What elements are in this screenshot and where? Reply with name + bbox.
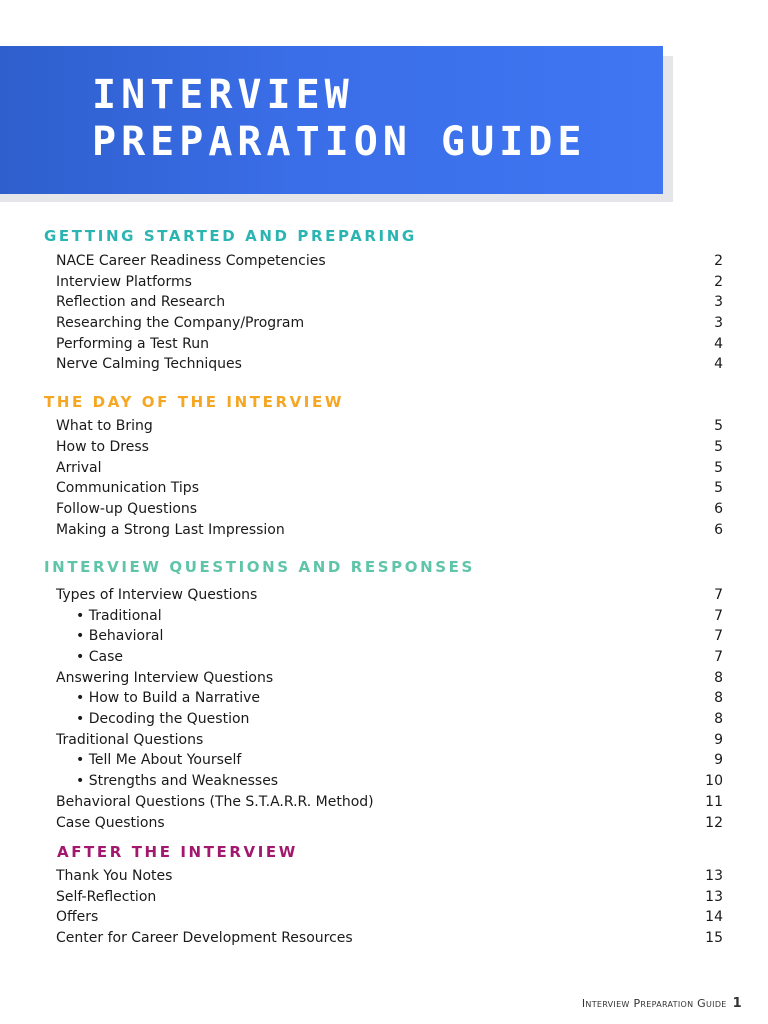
section-heading-getting-started: GETTING STARTED AND PREPARING [44,227,417,245]
toc-item[interactable] [56,292,723,312]
toc-item[interactable] [56,272,723,292]
toc-item-label: Performing a Test Run [56,336,209,352]
toc-subitem[interactable] [56,771,723,791]
toc-item-label: Making a Strong Last Impression [56,522,285,538]
title-line-2: PREPARATION GUIDE [92,119,587,165]
toc-item-page: 5 [714,460,723,476]
toc-item[interactable] [56,251,723,271]
toc-item[interactable] [56,792,723,812]
toc-item-label: Answering Interview Questions [56,670,274,686]
toc-item-page: 11 [705,794,723,810]
footer-label: Interview Preparation Guide [581,997,727,1010]
page-number: 1 [732,996,742,1011]
toc-item-page: 5 [714,418,723,434]
toc-item-label: Researching the Company/Program [56,315,305,331]
toc-item[interactable] [56,499,723,519]
toc-item[interactable] [56,585,723,605]
toc-subitem[interactable] [56,647,723,667]
toc-item-label: How to Dress [56,439,149,455]
toc-item-page: 7 [714,628,723,644]
toc-item-label: Center for Career Development Resources [56,930,353,946]
section-heading-after-interview: AFTER THE INTERVIEW [57,843,298,861]
toc-item-page: 4 [714,356,723,372]
toc-item[interactable] [56,928,723,948]
toc-item-page: 13 [705,889,723,905]
toc-item-label: • Case [76,649,123,665]
toc-item-page: 8 [714,690,723,706]
toc-item-page: 2 [714,253,723,269]
toc-subitem[interactable] [56,750,723,770]
toc-item-page: 8 [714,670,723,686]
toc-item-label: • Strengths and Weaknesses [76,773,279,789]
toc-item-page: 8 [714,711,723,727]
toc-item-label: Thank You Notes [56,868,173,884]
toc-item[interactable] [56,478,723,498]
toc-item[interactable] [56,437,723,457]
toc-item-label: Case Questions [56,815,165,831]
toc-item-label: Interview Platforms [56,274,192,290]
toc-subitem[interactable] [56,709,723,729]
toc-item-page: 5 [714,480,723,496]
toc-item-page: 3 [714,294,723,310]
toc-item[interactable] [56,334,723,354]
toc-item-label: Reflection and Research [56,294,226,310]
document-title [92,72,586,166]
toc-item-label: Traditional Questions [56,732,204,748]
toc-item[interactable] [56,313,723,333]
toc-item[interactable] [56,730,723,750]
toc-item[interactable] [56,668,723,688]
toc-item[interactable] [56,520,723,540]
toc-item[interactable] [56,887,723,907]
toc-item-label: Types of Interview Questions [56,587,258,603]
toc-item-page: 6 [714,522,723,538]
toc-item-page: 9 [714,732,723,748]
toc-item-label: • Tell Me About Yourself [76,752,242,768]
toc-item[interactable] [56,354,723,374]
toc-item-label: NACE Career Readiness Competencies [56,253,326,269]
toc-item-page: 7 [714,608,723,624]
toc-item-label: Behavioral Questions (The S.T.A.R.R. Method) [56,794,374,810]
toc-item-label: Follow-up Questions [56,501,198,517]
section-heading-questions-responses: INTERVIEW QUESTIONS AND RESPONSES [44,558,475,576]
toc-item-page: 6 [714,501,723,517]
toc-item-page: 14 [705,909,723,925]
toc-item-label: • Traditional [76,608,162,624]
toc-item-page: 7 [714,587,723,603]
page-footer [582,996,742,1011]
toc-item-page: 12 [705,815,723,831]
toc-item-page: 15 [705,930,723,946]
toc-item-label: • How to Build a Narrative [76,690,261,706]
toc-item-page: 13 [705,868,723,884]
toc-item-label: • Decoding the Question [76,711,250,727]
section-heading-day-of-interview: THE DAY OF THE INTERVIEW [44,393,344,411]
toc-item-label: Offers [56,909,99,925]
toc-item[interactable] [56,866,723,886]
toc-subitem[interactable] [56,606,723,626]
toc-item-page: 3 [714,315,723,331]
toc-item-page: 10 [705,773,723,789]
toc-item-label: Self-Reflection [56,889,157,905]
toc-item-page: 7 [714,649,723,665]
toc-subitem[interactable] [56,688,723,708]
toc-item-page: 9 [714,752,723,768]
toc-item[interactable] [56,813,723,833]
toc-item-label: Nerve Calming Techniques [56,356,242,372]
toc-item[interactable] [56,907,723,927]
toc-subitem[interactable] [56,626,723,646]
toc-item-label: Communication Tips [56,480,199,496]
toc-item[interactable] [56,416,723,436]
toc-item-label: Arrival [56,460,102,476]
title-line-1: INTERVIEW [92,72,354,118]
toc-item-label: What to Bring [56,418,153,434]
toc-item-page: 4 [714,336,723,352]
toc-item-label: • Behavioral [76,628,164,644]
toc-item-page: 5 [714,439,723,455]
toc-item[interactable] [56,458,723,478]
toc-item-page: 2 [714,274,723,290]
